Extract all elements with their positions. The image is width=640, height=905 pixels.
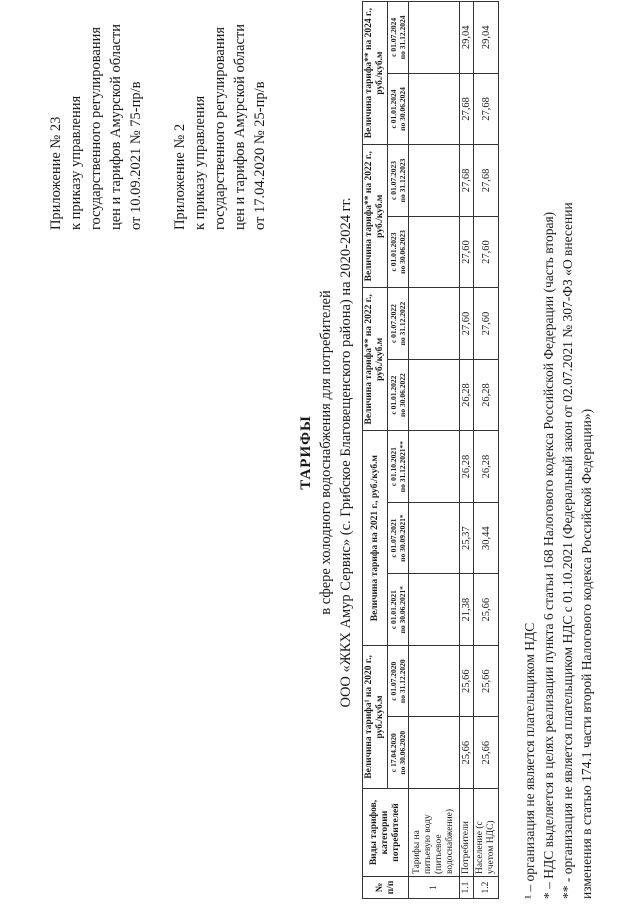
tariff-value: 25,66 [460, 645, 474, 717]
header-number: № п/п [363, 877, 409, 899]
header-group-2022: Величина тарифа** на 2022 г., руб./куб.м [363, 288, 388, 431]
appendix-line: цен и тарифов Амурской области [232, 24, 248, 231]
tariff-value: 27,60 [460, 288, 474, 360]
tariff-value [409, 574, 460, 646]
tariff-value [409, 73, 460, 145]
appendix-line: к приказу управления [192, 95, 208, 231]
table-row [474, 2, 499, 899]
tariff-value [409, 359, 460, 431]
appendix-line: Приложение № 2 [172, 123, 188, 231]
footnote: ** - организация не является плательщиком НДС с 01.10.2021 (Федеральный закон от 02.07.2021 № 307-ФЗ «О внесении [560, 202, 575, 899]
table-header-row [363, 2, 388, 899]
tariff-value: 27,68 [474, 145, 499, 217]
appendix-line: цен и тарифов Амурской области [108, 24, 124, 231]
tariff-value: 25,66 [474, 574, 499, 646]
tariff-value: 26,28 [460, 431, 474, 503]
row-name: Тарифы на питьевую воду (питьевое водоснабжение) [409, 789, 460, 877]
tariff-value: 30,44 [474, 502, 499, 574]
table-period-row [388, 2, 409, 899]
footnote: * – НДС выделяется в целях реализации пункта 6 статьи 168 Налогового кодекса Российской Федерации (часть вторая) [541, 211, 556, 899]
tariff-value: 25,66 [474, 645, 499, 717]
footnotes [520, 202, 596, 899]
appendix-line: Приложение № 23 [48, 116, 64, 231]
table-body [409, 2, 499, 899]
table-row [460, 2, 474, 899]
row-number: 1 [409, 877, 460, 899]
appendix-block-1 [46, 24, 146, 230]
period-cell: с 17.04.2020 по 30.06.2020 [388, 717, 409, 789]
period-cell: с 01.07.2024 по 31.12.2024 [388, 2, 409, 74]
tariff-value [409, 216, 460, 288]
appendix-line: государственного регулирования [88, 26, 104, 231]
tariff-value: 27,60 [460, 216, 474, 288]
period-cell: с 01.07.2023 по 31.12.2023 [388, 145, 409, 217]
row-name: Население (с учетом НДС) [474, 789, 499, 877]
header-group-2023: Величина тарифа** на 2022 г., руб./куб.м [363, 145, 388, 288]
tariff-value [409, 717, 460, 789]
tariff-value: 27,68 [460, 73, 474, 145]
tariff-value [409, 502, 460, 574]
footnote: изменения в статью 174.1 части второй Налогового кодекса Российской Федерации») [579, 408, 594, 899]
tariff-value [409, 288, 460, 360]
tariff-value [409, 645, 460, 717]
document-title: ТАРИФЫ [298, 415, 314, 490]
period-cell: с 01.01.2022 по 30.06.2022 [388, 359, 409, 431]
tariff-value: 27,60 [474, 216, 499, 288]
tariff-value: 25,37 [460, 502, 474, 574]
period-cell: с 01.01.2023 по 30.06.2023 [388, 216, 409, 288]
tariff-value [409, 2, 460, 74]
appendix-line: к приказу управления [68, 95, 84, 231]
row-number: 1.2 [474, 877, 499, 899]
tariff-value [409, 431, 460, 503]
footnote: ¹ – организация не является плательщиком НДС [522, 622, 537, 899]
row-name: Потребители [460, 789, 474, 877]
tariff-value: 27,68 [474, 73, 499, 145]
header-group-2021: Величина тарифа на 2021 г., руб./куб.м [363, 431, 388, 646]
tariff-value: 27,68 [460, 145, 474, 217]
table-row [409, 2, 460, 899]
appendix-line: от 17.04.2020 № 25-пр/в [252, 81, 268, 231]
period-cell: с 01.01.2021 по 30.06.2021* [388, 574, 409, 646]
tariff-value: 26,28 [474, 359, 499, 431]
appendix-block-2 [170, 24, 270, 230]
tariff-value: 26,28 [460, 359, 474, 431]
period-cell: с 01.07.2022 по 31.12.2022 [388, 288, 409, 360]
header-group-2024: Величина тарифа** на 2024 г., руб./куб.м [363, 2, 388, 145]
appendix-line: от 10.09.2021 № 75-пр/в [128, 81, 144, 231]
appendix-line: государственного регулирования [212, 26, 228, 231]
header-kind: Виды тарифов, категории потребителей [363, 789, 409, 877]
period-cell: с 01.10.2021 по 31.12.2021** [388, 431, 409, 503]
header-group-2020: Величина тарифа¹ на 2020 г., руб./куб.м [363, 645, 388, 788]
tariff-value: 29,04 [460, 2, 474, 74]
organization-line: ООО «ЖКХ Амур Сервис» (с. Грибское Благовещенского района) на 2020-2024 гг. [338, 197, 354, 708]
tariff-value [409, 145, 460, 217]
tariff-value: 21,38 [460, 574, 474, 646]
tariff-value: 27,60 [474, 288, 499, 360]
tariff-table [362, 1, 499, 899]
tariff-value: 29,04 [474, 2, 499, 74]
period-cell: с 01.07.2020 по 31.12.2020 [388, 645, 409, 717]
tariff-value: 25,66 [460, 717, 474, 789]
tariff-value: 25,66 [474, 717, 499, 789]
row-number: 1.1 [460, 877, 474, 899]
period-cell: с 01.01.2024 по 30.06.2024 [388, 73, 409, 145]
period-cell: с 01.07.2021 по 30.09.2021* [388, 502, 409, 574]
tariff-value: 26,28 [474, 431, 499, 503]
document-subtitle: в сфере холодного водоснабжения для потребителей [318, 290, 334, 615]
